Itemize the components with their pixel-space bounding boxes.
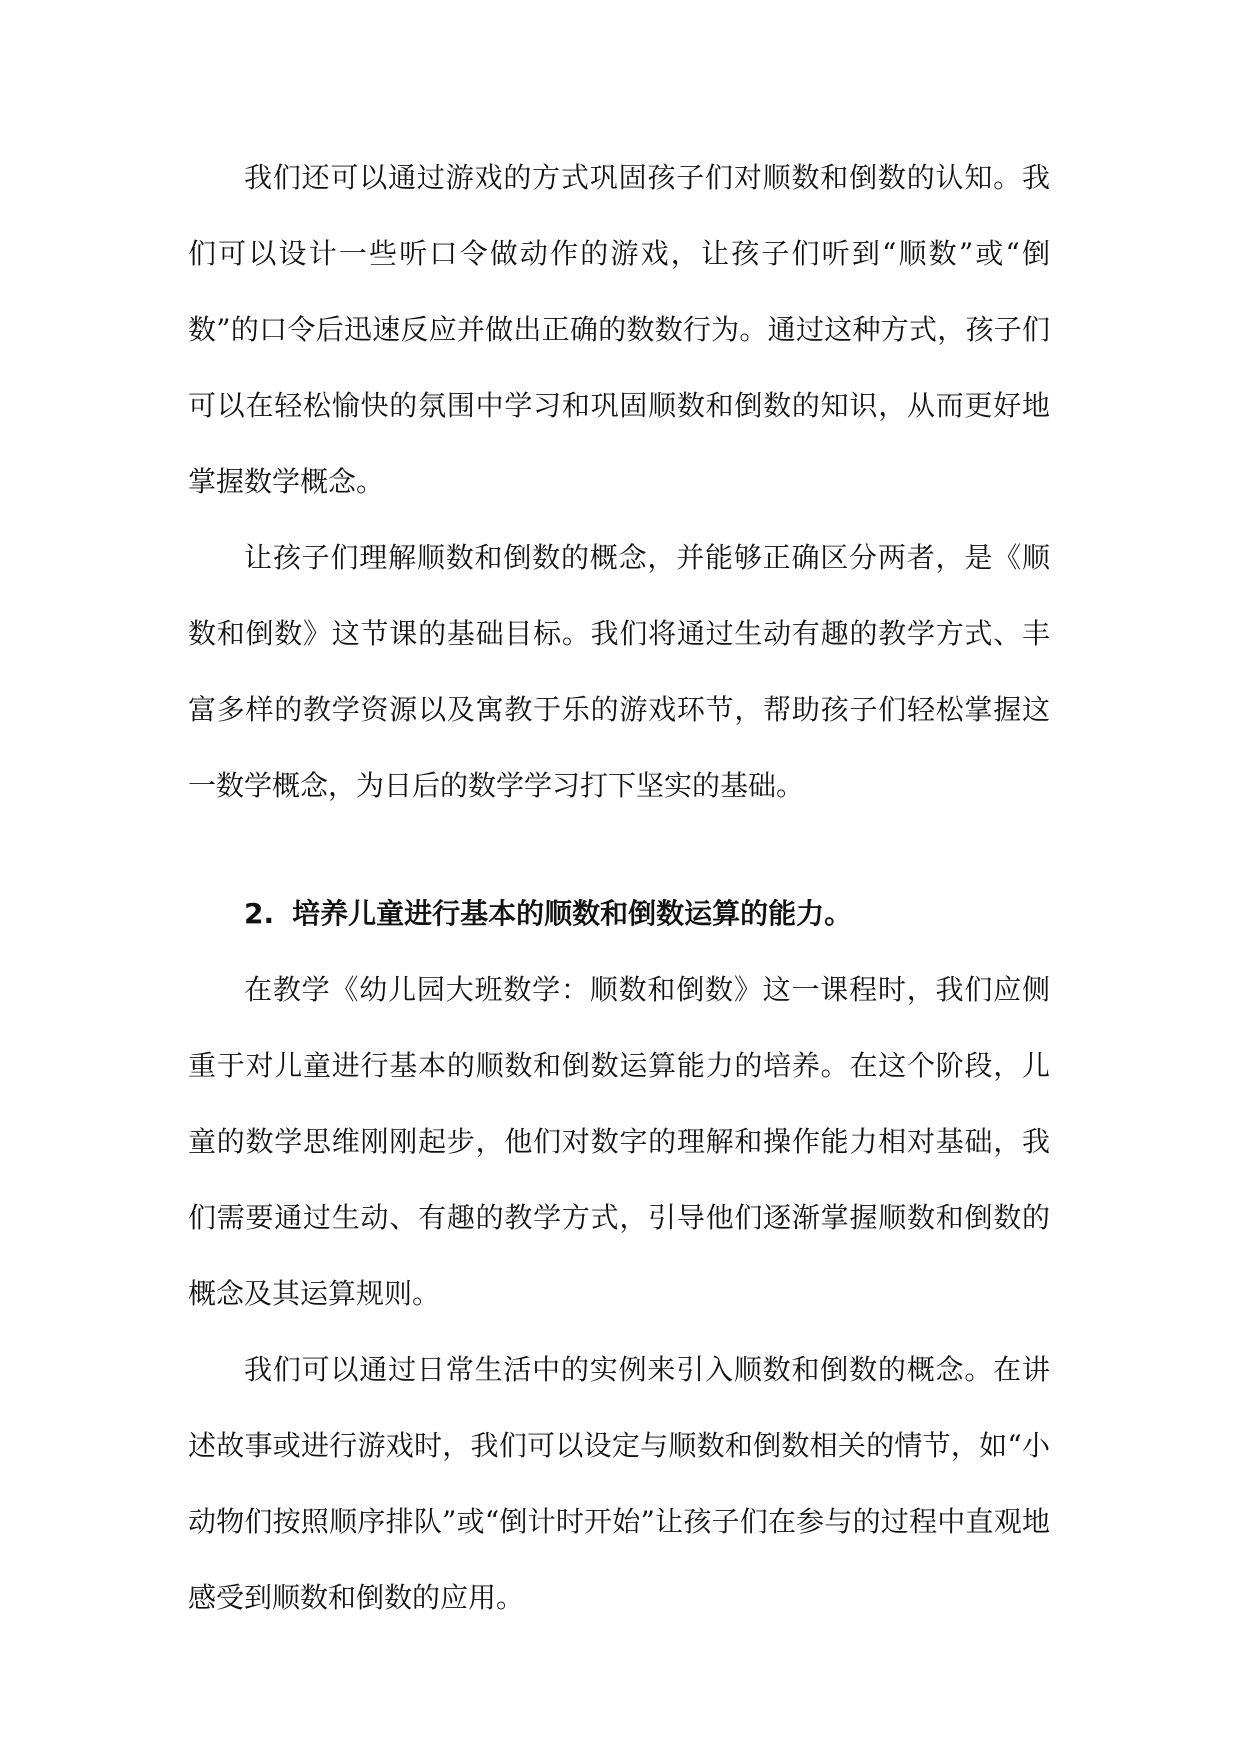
- paragraph-basic-goal: 让孩子们理解顺数和倒数的概念，并能够正确区分两者，是《顺数和倒数》这节课的基础目标。我们将通过生动有趣的教学方式、丰富多样的教学资源以及寓教于乐的游戏环节，帮助孩子们轻松掌握这一数学概念，为日后的数学学习打下坚实的基础。: [188, 541, 1050, 802]
- section-title: 培养儿童进行基本的顺数和倒数运算的能力。: [292, 897, 853, 930]
- document-body: [188, 140, 1050, 1636]
- section-number: 2.: [244, 897, 275, 930]
- paragraph-daily-examples: 我们可以通过日常生活中的实例来引入顺数和倒数的概念。在讲述故事或进行游戏时，我们可以设定与顺数和倒数相关的情节，如“小动物们按照顺序排队”或“倒计时开始”让孩子们在参与的过程中直观地感受到顺数和倒数的应用。: [188, 1353, 1050, 1614]
- paragraph-teaching-focus: 在教学《幼儿园大班数学：顺数和倒数》这一课程时，我们应侧重于对儿童进行基本的顺数和倒数运算能力的培养。在这个阶段，儿童的数学思维刚刚起步，他们对数字的理解和操作能力相对基础，我们需要通过生动、有趣的教学方式，引导他们逐渐掌握顺数和倒数的概念及其运算规则。: [188, 973, 1050, 1310]
- paragraph-game-consolidation: 我们还可以通过游戏的方式巩固孩子们对顺数和倒数的认知。我们可以设计一些听口令做动作的游戏，让孩子们听到“顺数”或“倒数”的口令后迅速反应并做出正确的数数行为。通过这种方式，孩子们可以在轻松愉快的氛围中学习和巩固顺数和倒数的知识，从而更好地掌握数学概念。: [188, 161, 1050, 498]
- section-heading: [188, 876, 1050, 952]
